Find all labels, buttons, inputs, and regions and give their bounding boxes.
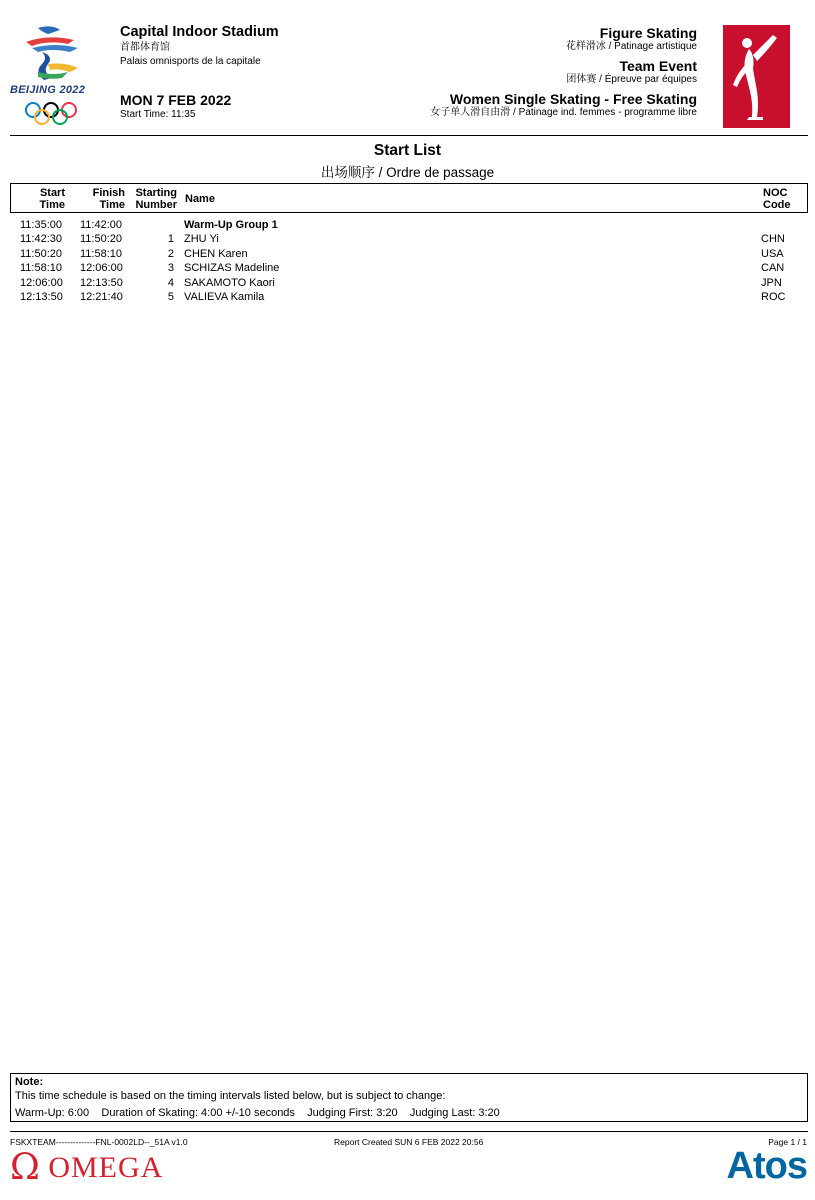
row-finish-time: 12:06:00	[80, 262, 123, 274]
group-start-time: 11:35:00	[20, 219, 63, 231]
segment-title: Women Single Skating - Free Skating	[449, 91, 697, 107]
venue-name-fr: Palais omnisports de la capitale	[120, 56, 261, 67]
row-noc-code: CHN	[761, 233, 785, 245]
atos-logo	[727, 1144, 807, 1188]
col-noc-code-line1: NOC	[763, 187, 788, 199]
col-start-time-line2: Time	[39, 199, 65, 211]
header-divider	[10, 135, 808, 136]
page-title: Start List	[373, 142, 442, 159]
start-time: Start Time: 11:35	[120, 109, 196, 120]
row-noc-code: CAN	[761, 262, 785, 274]
note-text: This time schedule is based on the timing intervals listed below, but is subject to change:	[15, 1090, 446, 1102]
row-start-time: 11:50:20	[20, 247, 63, 260]
beijing-2022-emblem	[8, 22, 98, 130]
footer-divider	[10, 1131, 808, 1132]
emblem-wordmark: BEIJING 2022	[10, 84, 86, 96]
report-code: FSKXTEAM--------------FNL-0002LD--_51A v1.0	[10, 1137, 188, 1147]
table-row	[10, 290, 806, 304]
row-starting-number: 5	[167, 291, 174, 303]
row-start-time: 12:06:00	[20, 276, 63, 289]
row-skater-name: ZHU Yi	[184, 233, 219, 245]
olympic-rings-icon	[24, 100, 80, 128]
table-row	[10, 276, 806, 290]
note-intervals: Warm-Up: 6:00 Duration of Skating: 4:00 +/-10 seconds Judging First: 3:20 Judging Last: 3:20	[15, 1107, 500, 1119]
row-starting-number: 1	[167, 233, 174, 245]
event-date: MON 7 FEB 2022	[120, 92, 232, 108]
row-start-time: 11:58:10	[20, 262, 63, 274]
event-subtitle: 团体赛 / Épreuve par équipes	[566, 74, 697, 85]
row-starting-number: 3	[167, 262, 174, 274]
col-starting-number-line1: Starting	[135, 187, 177, 199]
table-row	[10, 247, 806, 261]
event-title: Team Event	[619, 58, 697, 74]
note-box	[10, 1073, 808, 1122]
note-label: Note:	[15, 1076, 44, 1088]
table-row	[10, 261, 806, 275]
row-noc-code: JPN	[761, 276, 782, 289]
page-number: Page 1 / 1	[768, 1137, 807, 1147]
col-noc-code-line2: Code	[763, 199, 791, 211]
figure-skating-pictogram	[723, 25, 790, 128]
atos-wordmark: Atos	[726, 1145, 807, 1187]
row-start-time: 11:42:30	[20, 233, 63, 245]
row-finish-time: 12:13:50	[80, 276, 123, 289]
row-skater-name: CHEN Karen	[184, 247, 248, 260]
group-finish-time: 11:42:00	[80, 219, 123, 231]
sport-subtitle: 花样滑冰 / Patinage artistique	[565, 41, 697, 52]
omega-wordmark: OMEGA	[48, 1151, 164, 1184]
col-starting-number-line2: Number	[135, 199, 177, 211]
sport-title: Figure Skating	[599, 25, 697, 41]
row-noc-code: ROC	[761, 291, 786, 303]
venue-name-zh: 首都体育馆	[120, 42, 170, 53]
col-start-time-line1: Start	[39, 187, 65, 199]
table-header	[10, 183, 808, 213]
col-name: Name	[185, 193, 215, 205]
omega-symbol-icon: Ω	[10, 1147, 40, 1188]
row-finish-time: 12:21:40	[80, 291, 123, 303]
row-starting-number: 2	[167, 247, 174, 260]
row-noc-code: USA	[761, 247, 784, 260]
report-created: Report Created SUN 6 FEB 2022 20:56	[334, 1137, 484, 1147]
omega-logo	[10, 1148, 163, 1188]
skater-icon	[723, 25, 790, 128]
group-label: Warm-Up Group 1	[184, 219, 278, 231]
venue-name: Capital Indoor Stadium	[120, 24, 279, 40]
warmup-group-row	[10, 218, 806, 232]
row-finish-time: 11:50:20	[80, 233, 123, 245]
segment-subtitle: 女子单人滑自由滑 / Patinage ind. femmes - programme libre	[430, 107, 697, 118]
row-starting-number: 4	[167, 276, 174, 289]
row-skater-name: VALIEVA Kamila	[184, 291, 265, 303]
table-row	[10, 232, 806, 246]
col-finish-time-line1: Finish	[92, 187, 125, 199]
col-finish-time-line2: Time	[99, 199, 125, 211]
page-subtitle: 出场顺序 / Ordre de passage	[320, 165, 495, 180]
row-skater-name: SAKAMOTO Kaori	[184, 276, 275, 289]
row-start-time: 12:13:50	[20, 291, 63, 303]
row-skater-name: SCHIZAS Madeline	[184, 262, 280, 274]
row-finish-time: 11:58:10	[80, 247, 123, 260]
